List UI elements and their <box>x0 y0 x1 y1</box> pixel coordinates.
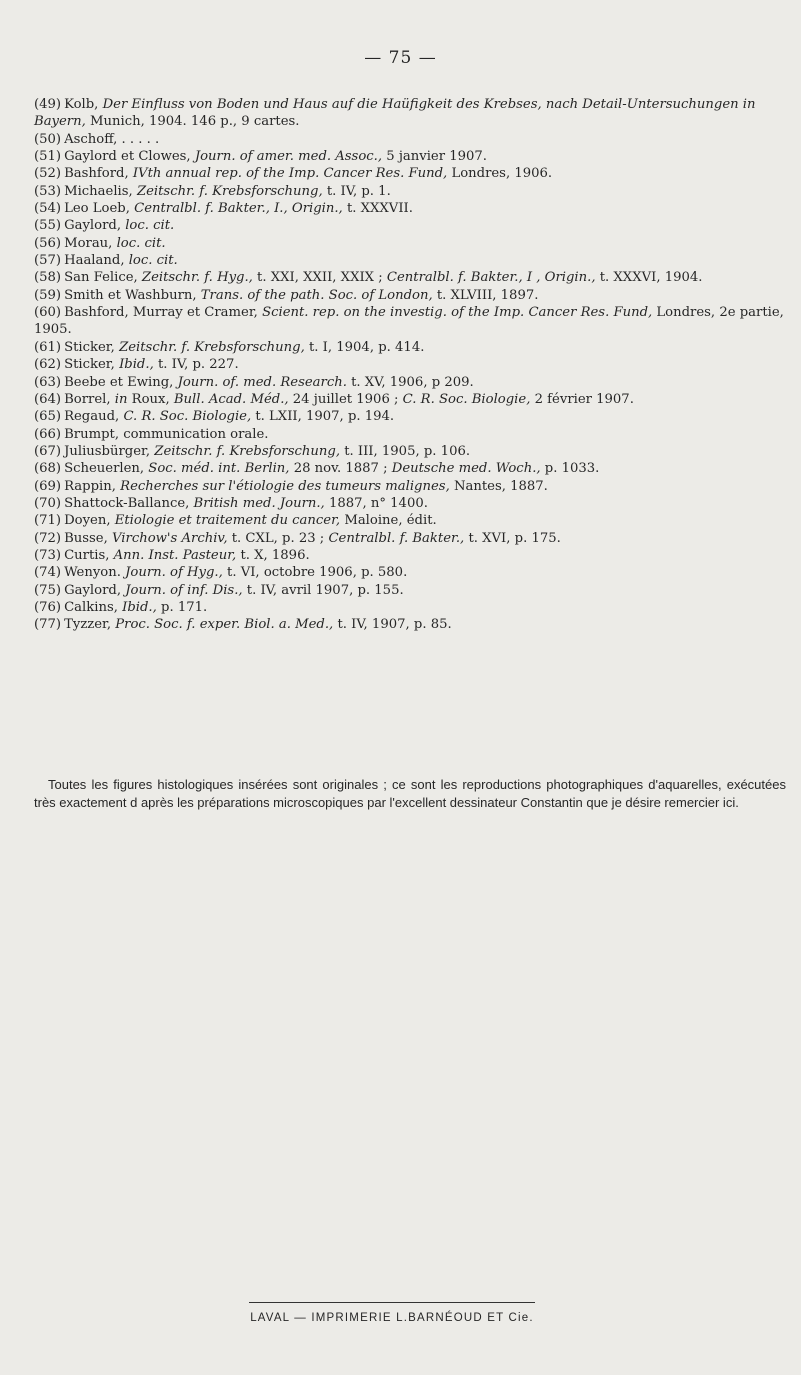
reference-text: Tyzzer, <box>64 617 116 633</box>
reference-text: t. XV, 1906, p 209. <box>346 374 474 390</box>
reference-title: Ibid., <box>119 357 154 373</box>
reference-number: (68) <box>34 461 62 477</box>
reference-title: loc. cit. <box>125 218 175 234</box>
reference-title: C. R. Soc. Biologie, <box>402 391 531 407</box>
reference-item <box>34 443 786 460</box>
reference-text: Beebe et Ewing, <box>64 374 178 390</box>
reference-item <box>34 165 786 182</box>
reference-text: t. XLVIII, 1897. <box>432 287 539 303</box>
reference-text: 28 nov. 1887 ; <box>289 461 392 477</box>
reference-title: Etiologie et traitement du cancer, <box>114 513 341 529</box>
reference-number: (77) <box>34 617 62 633</box>
reference-item <box>34 148 786 165</box>
reference-title: Scient. rep. on the investig. of the Imp. Cancer Res. Fund, <box>262 305 653 321</box>
reference-item <box>34 408 786 425</box>
reference-title: Ann. Inst. Pasteur, <box>113 547 237 563</box>
reference-text: Smith et Washburn, <box>64 287 201 303</box>
reference-number: (51) <box>34 149 62 165</box>
reference-item <box>34 374 786 391</box>
reference-title: Proc. Soc. f. exper. Biol. a. Med., <box>115 617 334 633</box>
reference-title: Virchow's Archiv, <box>112 530 228 546</box>
reference-text: t. LXII, 1907, p. 194. <box>251 409 395 425</box>
reference-text: p. 1033. <box>540 461 600 477</box>
reference-item <box>34 547 786 564</box>
reference-text: t. I, 1904, p. 414. <box>304 339 425 355</box>
reference-text: Scheuerlen, <box>64 461 149 477</box>
reference-number: (49) <box>34 97 62 112</box>
reference-item <box>34 183 786 200</box>
reference-text: Leo Loeb, <box>64 201 135 217</box>
reference-text: Bashford, Murray et Cramer, <box>64 305 263 321</box>
reference-title: Recherches sur l'étiologie des tumeurs malignes, <box>120 478 450 494</box>
reference-number: (70) <box>34 495 62 511</box>
reference-number: (53) <box>34 183 62 199</box>
reference-title: Ibid., <box>122 599 157 615</box>
reference-text: t. XXXVII. <box>342 201 413 217</box>
reference-text: Wenyon. <box>64 565 126 581</box>
reference-text: Michaelis, <box>64 183 137 199</box>
reference-text: Calkins, <box>64 599 123 615</box>
reference-number: (54) <box>34 201 62 217</box>
reference-text: Gaylord, <box>64 218 126 234</box>
reference-item <box>34 582 786 599</box>
reference-number: (71) <box>34 513 62 529</box>
reference-text: Rappin, <box>64 478 121 494</box>
reference-text: t. IV, p. 227. <box>153 357 239 373</box>
reference-text: t. XXXVI, 1904. <box>595 270 703 286</box>
reference-text: Morau, <box>64 235 117 251</box>
reference-number: (73) <box>34 547 62 563</box>
reference-number: (75) <box>34 582 62 598</box>
reference-text: t. IV, 1907, p. 85. <box>333 617 452 633</box>
reference-text: t. XXI, XXII, XXIX ; <box>252 270 387 286</box>
reference-text: Doyen, <box>64 513 115 529</box>
reference-text: Sticker, <box>64 357 120 373</box>
reference-text: Regaud, <box>64 409 124 425</box>
reference-number: (74) <box>34 565 62 581</box>
reference-text: 2 février 1907. <box>530 391 634 407</box>
reference-text: Shattock-Ballance, <box>64 495 194 511</box>
reference-text: t. IV, avril 1907, p. 155. <box>242 582 404 598</box>
reference-text: Nantes, 1887. <box>449 478 548 494</box>
reference-title: IVth annual rep. of the Imp. Cancer Res. Fund, <box>132 166 448 182</box>
reference-title: Trans. of the path. Soc. of London, <box>200 287 433 303</box>
reference-text: 1887, n° 1400. <box>324 495 428 511</box>
reference-item <box>34 200 786 217</box>
reference-text: San Felice, <box>64 270 142 286</box>
reference-text: Gaylord, <box>64 582 126 598</box>
reference-text: Sticker, <box>64 339 120 355</box>
reference-item <box>34 356 786 373</box>
reference-title: Centralbl. f. Bakter., I., Origin., <box>134 201 343 217</box>
reference-title: Der Einfluss von Boden und Haus auf die Haüfigkeit des Krebses, nach Detail-Untersuchungen in Bayern, <box>34 97 756 130</box>
reference-item <box>34 287 786 304</box>
reference-number: (52) <box>34 166 62 182</box>
reference-text: Bashford, <box>64 166 133 182</box>
reference-title: Journ. of amer. med. Assoc., <box>194 149 383 165</box>
reference-item <box>34 530 786 547</box>
reference-item <box>34 235 786 252</box>
reference-text: t. XVI, p. 175. <box>464 530 561 546</box>
reference-text: 5 janvier 1907. <box>382 149 487 165</box>
reference-item <box>34 512 786 529</box>
reference-text: Juliusbürger, <box>64 443 155 459</box>
reference-item <box>34 495 786 512</box>
reference-item <box>34 269 786 286</box>
reference-number: (55) <box>34 218 62 234</box>
reference-number: (56) <box>34 235 62 251</box>
reference-text: t. III, 1905, p. 106. <box>340 443 471 459</box>
reference-number: (65) <box>34 409 62 425</box>
reference-item <box>34 616 786 633</box>
reference-item <box>34 131 786 148</box>
reference-title: Soc. méd. int. Berlin, <box>148 461 290 477</box>
reference-title: Zeitschr. f. Krebsforschung, <box>136 183 323 199</box>
reference-text: t. IV, p. 1. <box>322 183 391 199</box>
reference-title: Zeitschr. f. Krebsforschung, <box>154 443 341 459</box>
reference-number: (62) <box>34 357 62 373</box>
reference-item <box>34 217 786 234</box>
reference-title: Zeitschr. f. Krebsforschung, <box>119 339 305 355</box>
reference-title: Bull. Acad. Méd., <box>173 391 289 407</box>
reference-title: British med. Journ., <box>193 495 325 511</box>
reference-text: Borrel, <box>64 391 115 407</box>
reference-title: Journ. of Hyg., <box>125 565 223 581</box>
reference-text: t. VI, octobre 1906, p. 580. <box>222 565 408 581</box>
reference-number: (64) <box>34 391 62 407</box>
reference-number: (50) <box>34 131 62 147</box>
reference-text: Aschoff, . . . . . <box>64 131 160 147</box>
reference-number: (63) <box>34 374 62 390</box>
reference-text: t. CXL, p. 23 ; <box>227 530 329 546</box>
reference-item <box>34 96 786 131</box>
reference-title: Deutsche med. Woch., <box>391 461 541 477</box>
reference-title: loc. cit. <box>128 253 178 269</box>
reference-number: (66) <box>34 426 62 442</box>
reference-text: Londres, 2e partie, 1905. <box>34 305 784 338</box>
reference-number: (69) <box>34 478 62 494</box>
reference-text: 24 juillet 1906 ; <box>288 391 403 407</box>
reference-item <box>34 304 786 339</box>
reference-text: Munich, 1904. 146 p., 9 cartes. <box>85 114 300 130</box>
reference-title: C. R. Soc. Biologie, <box>123 409 252 425</box>
reference-item <box>34 252 786 269</box>
reference-number: (67) <box>34 443 62 459</box>
reference-title: Journ. of inf. Dis., <box>125 582 243 598</box>
reference-number: (72) <box>34 530 62 546</box>
reference-text: p. 171. <box>156 599 208 615</box>
reference-item <box>34 478 786 495</box>
reference-number: (60) <box>34 305 62 321</box>
reference-number: (57) <box>34 253 62 269</box>
reference-list <box>34 96 786 634</box>
reference-item <box>34 599 786 616</box>
reference-title: Centralbl. f. Bakter., I , Origin., <box>386 270 596 286</box>
reference-text: Londres, 1906. <box>447 166 553 182</box>
page-number: — 75 — <box>364 48 437 68</box>
closing-note: Toutes les figures histologiques insérées sont originales ; ce sont les reproductions photographiques d'aquarelles, exécutées très exactement d après les préparations microscopiques par l'excellent dessinateur Constantin que je désire remercier ici. <box>34 777 786 810</box>
reference-text: t. X, 1896. <box>236 547 310 563</box>
reference-title: Journ. of. med. Research. <box>177 374 347 390</box>
reference-item <box>34 460 786 477</box>
reference-title: in <box>114 391 128 407</box>
reference-item <box>34 391 786 408</box>
reference-text: Gaylord et Clowes, <box>64 149 195 165</box>
reference-item <box>34 564 786 581</box>
footer-rule <box>249 1302 535 1303</box>
reference-text: Maloine, édit. <box>340 513 437 529</box>
reference-text: Brumpt, communication orale. <box>64 426 269 442</box>
reference-text: Roux, <box>127 391 174 407</box>
reference-text: Curtis, <box>64 547 114 563</box>
reference-text: Kolb, <box>64 97 103 112</box>
reference-item <box>34 426 786 443</box>
reference-item <box>34 339 786 356</box>
reference-number: (61) <box>34 339 62 355</box>
reference-text: Busse, <box>64 530 112 546</box>
reference-number: (58) <box>34 270 62 286</box>
reference-title: Zeitschr. f. Hyg., <box>141 270 253 286</box>
reference-number: (76) <box>34 599 62 615</box>
reference-title: loc. cit. <box>116 235 166 251</box>
reference-title: Centralbl. f. Bakter., <box>328 530 465 546</box>
printer-imprint: LAVAL — IMPRIMERIE L.BARNÉOUD ET Cie. <box>250 1312 534 1324</box>
reference-number: (59) <box>34 287 62 303</box>
reference-text: Haaland, <box>64 253 129 269</box>
